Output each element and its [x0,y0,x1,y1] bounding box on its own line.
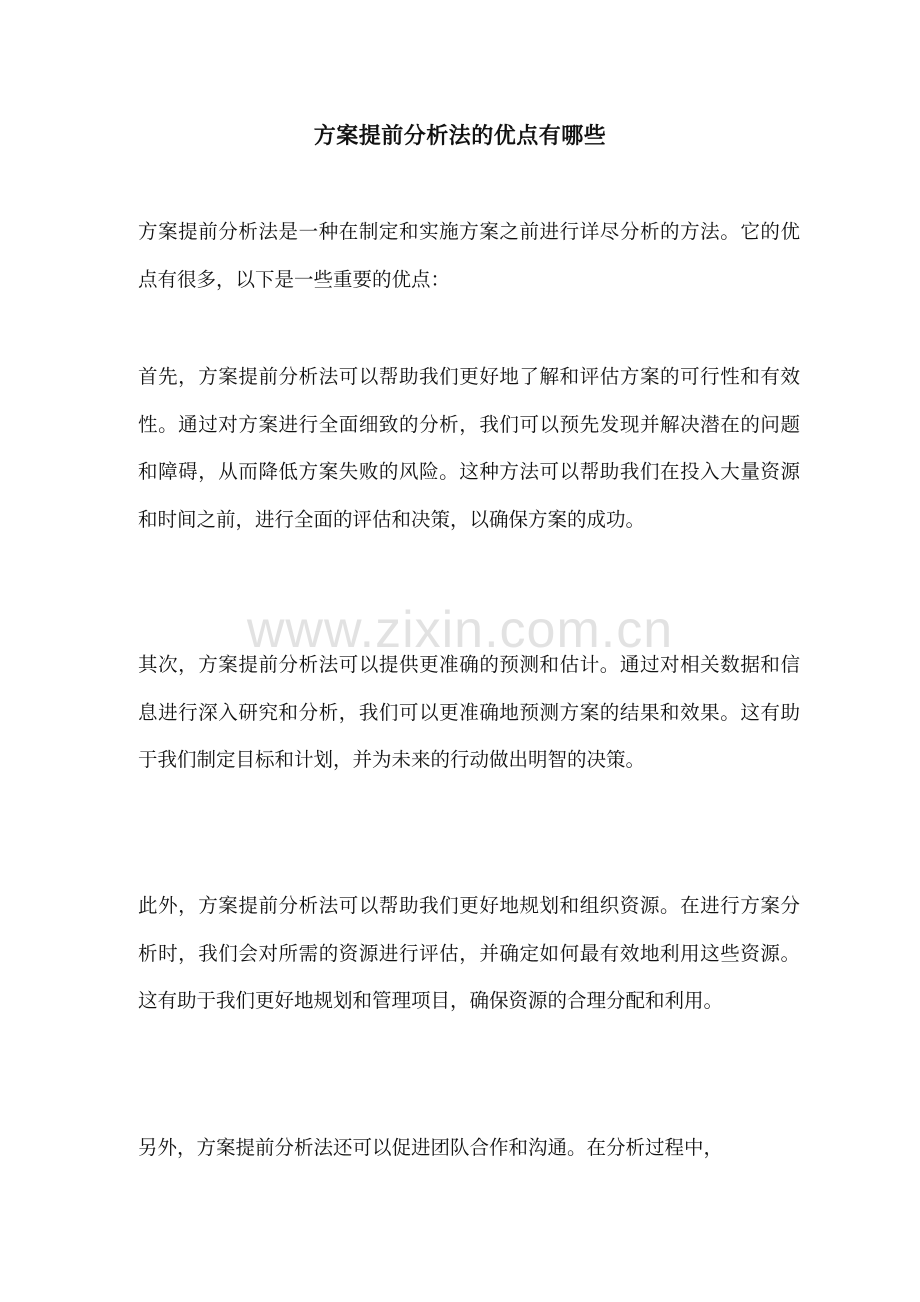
document-title: 方案提前分析法的优点有哪些 [313,123,607,149]
paragraph-intro: 方案提前分析法是一种在制定和实施方案之前进行详尽分析的方法。它的优点有很多，以下是一些重要的优点： [138,220,800,291]
paragraph-second: 其次，方案提前分析法可以提供更准确的预测和估计。通过对相关数据和信息进行深入研究和分析，我们可以更准确地预测方案的结果和效果。这有助于我们制定目标和计划，并为未来的行动做出明智的决策。 [138,653,800,771]
paragraph-first: 首先，方案提前分析法可以帮助我们更好地了解和评估方案的可行性和有效性。通过对方案进行全面细致的分析，我们可以预先发现并解决潜在的问题和障碍，从而降低方案失败的风险。这种方法可以帮助我们在投入大量资源和时间之前，进行全面的评估和决策，以确保方案的成功。 [138,365,800,531]
paragraph-fourth: 另外，方案提前分析法还可以促进团队合作和沟通。在分析过程中， [138,1136,724,1159]
paragraph-third: 此外，方案提前分析法可以帮助我们更好地规划和组织资源。在进行方案分析时，我们会对所需的资源进行评估，并确定如何最有效地利用这些资源。这有助于我们更好地规划和管理项目，确保资源的合理分配和利用。 [138,894,800,1012]
watermark: www.zixin.com.cn [246,601,674,659]
